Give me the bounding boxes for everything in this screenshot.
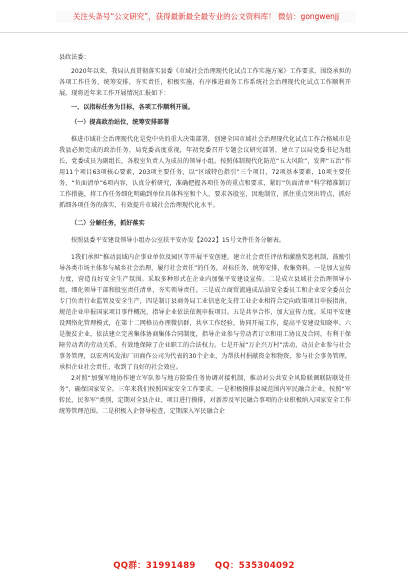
qq-group-text: QQ群：31991489 bbox=[113, 561, 196, 571]
top-banner bbox=[0, 0, 408, 33]
footer-contact bbox=[0, 556, 408, 576]
subsection-1-body: 推进市域社会治理现代化是党中央的重大决策部署，创建全国市域社会治理现代化试点工作合格城市是我县必须完成的政治任务，局党委高度重视，年初党委召开专题会议研究部署，建立了以局党委书记为组长，党委成员为副组长，各股室负责人为成员的领导小组。按照体制现代化防范“五大风险”，发挥“五治”作用11个项目63项核心要素，203项主要任务，以“区域特色指引”三个项目，72项基本要素，10项主要任务，“负面清单”6项内容，认真分析研究，准确把握各项任务的重点和要求，紧盯“负面清单”科学精准制订工作措施，将工作任务细化明确到单位具体科室和个人，要求各股室，因地制宜，抓住重点突出特点，抓好抓细各项任务的落实，有效提升市域社会治理现代化水平。 bbox=[59, 136, 351, 209]
document-body bbox=[59, 52, 351, 417]
subsection-heading-2: （二）分解任务，抓好落实 bbox=[71, 220, 145, 227]
banner-text: 关注头条号“公文研究”，获得最新最全最专业的公文资料库！ 微信：gongwenjj bbox=[56, 11, 356, 23]
subsection-heading-1: （一）提高政治站位，统筹安排部署 bbox=[71, 119, 170, 126]
section-heading-1: 一、以指标任务为目标，各项工作顺利开展。 bbox=[71, 104, 194, 111]
subsection-2-lead: 按照县委平安建设领导小组办公室扶平安办发【2022】15号文件任务分解表。 bbox=[71, 237, 286, 244]
list-item-1: 1我们承担“推动县域内企事业单位及园区等开展平安创建，建立社会责任评估和激励奖惩机制，鼓励引导各类市场主体参与城乡社会治理，履行社会责任”的任务，对标任务，统筹安排，收集资料，一是加大宣传力度，营造良好安全生产氛围。采取多种形式在企业内加强平安建设宣传。二是成立县域社会治理领导小组，细化领导干部和股室责任清单，夯实领导责任。三是成立商贸流通成品油安全委员工和企业安全委员会专门负责行业监管及安全生产，四是制订县商务局工业信息化支持工业企业相符合定向政策项目申报指南，规范企业申报国家项目事件概况，指导企业依法依规申报项目。五是共享合作，加大宣传力度。采用平安建设网络化管理模式，在第十二网格员办理微信群，共享工作经验，协同开展工作，提高平安建设知晓率。六是脱贫企业，依法建立完善集体协商集体合同制度，指导企业参与劳动者订立和用工协议及合同，有利于保障劳动者的劳动关系，有效地保障了企业职工的合法权力。七是开展“万企兴万村”活动，动员企业参与社会事务管理，以宏鸡风发油厂田商作公司为代表的30个企业，为帮扶村捐献资金和物资，参与社会事务管理，承担企业社会责任，收到了良好的社会效应。 bbox=[59, 254, 351, 371]
salutation: 县政法委： bbox=[59, 54, 90, 61]
list-item-2: 2对照“加强军地协作建立军队参与地方险险任务协调对接机制，推动对公共安全风险联调联防联处任务”，确保国家安全。三年来我们按照国家安全工作要求。一是积极摸排县城范围内军民融合企业，按照“军转民、民参军”类别，定期对全县企业、项目进行摸排，对新涉及军民融合事项的企业积极纳入国家安全工作统筹管理范围。二是积极入企督导检查，定期深入军民融合企 bbox=[59, 375, 351, 415]
intro-paragraph: 2020年以来，我局认真贯彻落实县委《市域社会治理现代化试点工作实施方案》工作要求，围绕承担的各项工作任务，统筹安排，夯实责任，积极实施，有序推进商务工作系统社会治理现代化试点工作顺利开展。现将近年来工作开展情况汇报如下： bbox=[59, 68, 351, 97]
qq-text: QQ：535304092 bbox=[214, 561, 295, 571]
